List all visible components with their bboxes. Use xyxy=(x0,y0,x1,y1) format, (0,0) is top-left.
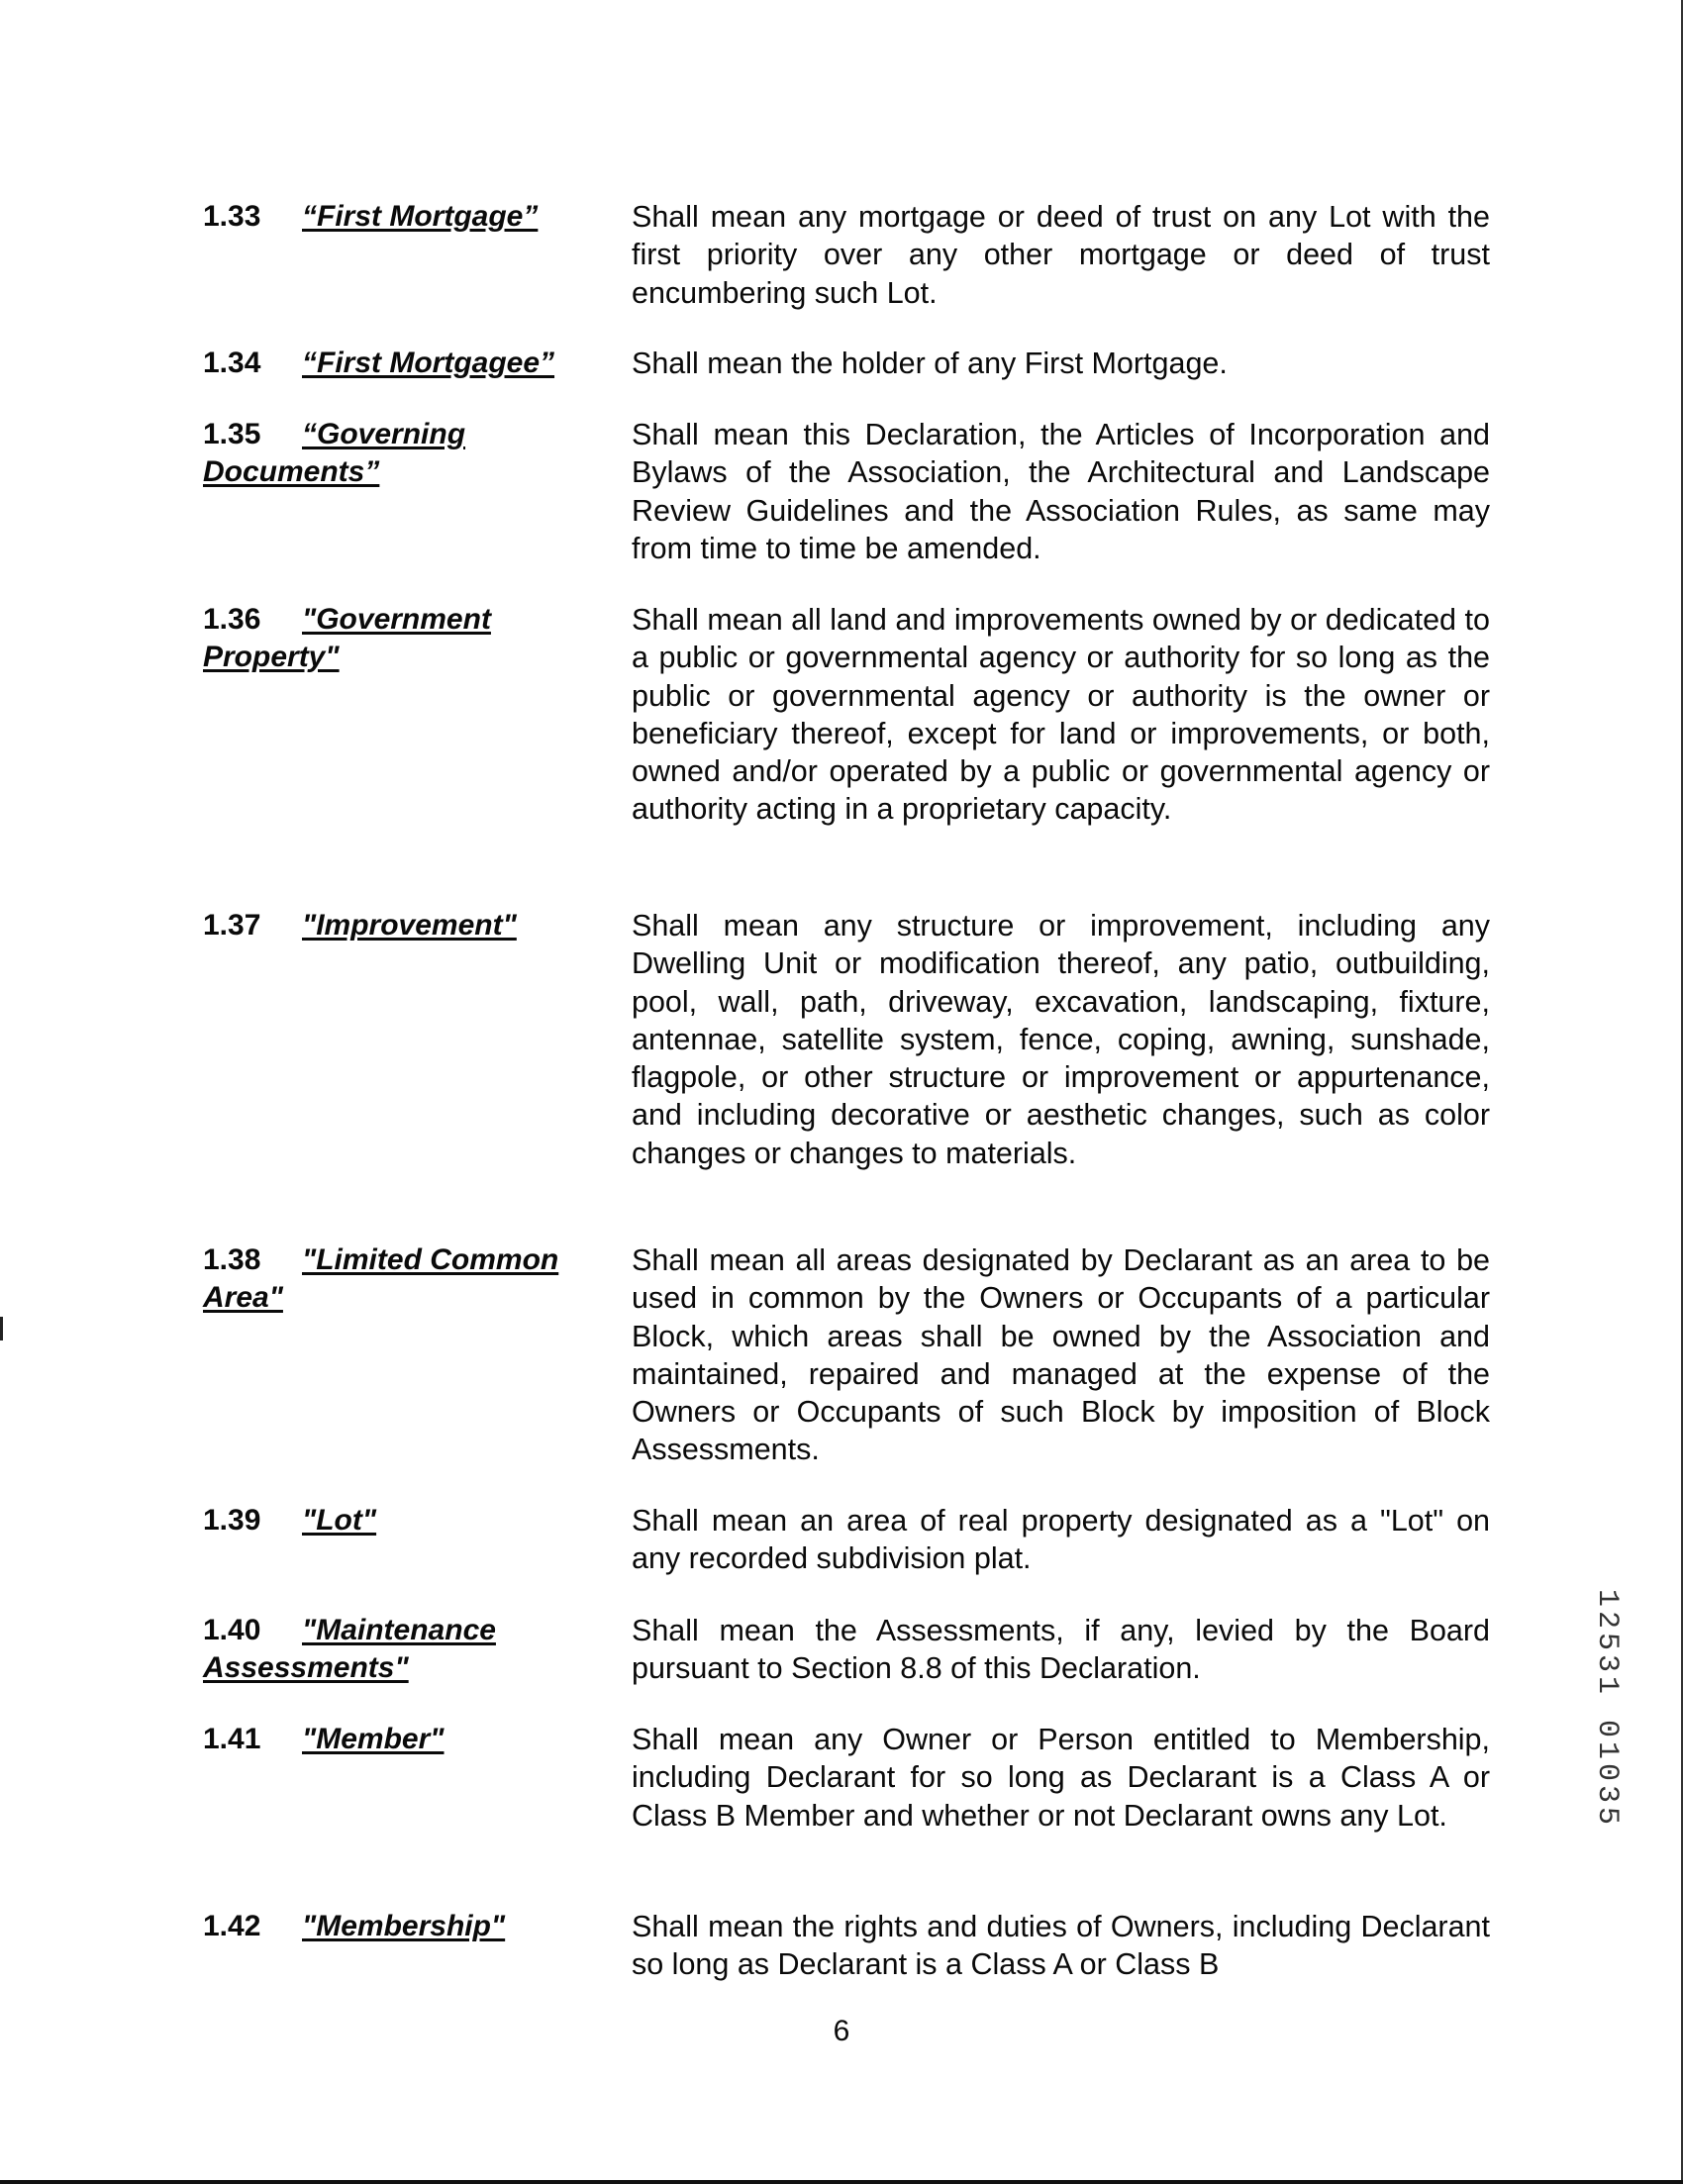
definition-text: Shall mean an area of real property designated as a "Lot" on any recorded subdivision plat. xyxy=(632,1504,1490,1576)
term-label: "Membership" xyxy=(302,1910,506,1942)
definition-entry xyxy=(203,1908,1490,1984)
section-number: 1.41 xyxy=(203,1723,261,1755)
definition-term xyxy=(203,1241,619,1317)
term-label: "Government Property" xyxy=(203,603,491,673)
definition-term xyxy=(203,416,500,491)
definition-term xyxy=(203,1721,632,1758)
section-number: 1.33 xyxy=(203,200,261,233)
term-label: “First Mortgage” xyxy=(302,200,539,233)
definition-term xyxy=(203,345,632,382)
term-label: "Member" xyxy=(302,1723,445,1755)
scan-border xyxy=(0,2180,1683,2184)
term-label: "Maintenance Assessments" xyxy=(203,1614,496,1684)
section-number: 1.39 xyxy=(203,1504,261,1537)
definition-entry xyxy=(203,601,1490,829)
definition-text: Shall mean any structure or improvement, including any Dwelling Unit or modification thereof, any patio, outbuilding, pool, wall, path, driveway, excavation, landscaping, fixture, antennae, satellite system, fence, coping, awning, sunshade, flagpole, or other structure or improvement or appurtenance, and including decorative or aesthetic changes, such as color changes or changes to materials. xyxy=(632,909,1490,1170)
definition-term xyxy=(203,601,530,676)
section-number: 1.35 xyxy=(203,418,261,450)
definitions-list xyxy=(203,198,1490,1982)
definition-entry xyxy=(203,1721,1490,1835)
definition-entry xyxy=(203,416,1490,567)
section-number: 1.36 xyxy=(203,603,261,636)
section-number: 1.37 xyxy=(203,909,261,942)
definition-term xyxy=(203,198,632,236)
section-number: 1.40 xyxy=(203,1614,261,1646)
definition-entry xyxy=(203,345,1490,382)
definition-term xyxy=(203,1612,530,1687)
definition-text: Shall mean all land and improvements owned by or dedicated to a public or governmental agency or authority for so long as the public or governmental agency or authority is the owner or beneficiary thereof, except for land or improvements, or both, owned and/or operated by a public or governmental agency or authority acting in a proprietary capacity. xyxy=(632,603,1490,827)
scan-artifact xyxy=(0,1317,3,1340)
term-label: "Improvement" xyxy=(302,909,517,942)
definition-term xyxy=(203,1502,632,1539)
definition-text: Shall mean any Owner or Person entitled to Membership, including Declarant for so long as Declarant is a Class A or Class B Member and whether or not Declarant owns any Lot. xyxy=(632,1723,1490,1833)
definition-text: Shall mean the rights and duties of Owners, including Declarant so long as Declarant is a Class A or Class B xyxy=(632,1910,1490,1982)
definition-text: Shall mean the holder of any First Mortgage. xyxy=(632,347,1228,380)
term-label: “Governing Documents” xyxy=(203,418,466,488)
page-number: 6 xyxy=(833,2015,850,2047)
term-label: "Limited Common Area" xyxy=(203,1243,559,1314)
definition-term xyxy=(203,1908,632,1945)
term-label: "Lot" xyxy=(302,1504,377,1537)
definition-entry xyxy=(203,907,1490,1172)
recording-stamp: 12531 01035 xyxy=(1590,1589,1624,1830)
section-number: 1.38 xyxy=(203,1243,261,1276)
definition-text: Shall mean this Declaration, the Articles of Incorporation and Bylaws of the Association, the Architectural and Landscape Review Guidelines and the Association Rules, as same may from time to time be amended. xyxy=(632,418,1490,565)
definition-entry xyxy=(203,1612,1490,1688)
definition-term xyxy=(203,907,632,944)
term-label: “First Mortgagee” xyxy=(302,347,555,379)
section-number: 1.42 xyxy=(203,1910,261,1942)
definition-entry xyxy=(203,198,1490,312)
definition-entry xyxy=(203,1502,1490,1578)
definition-text: Shall mean any mortgage or deed of trust on any Lot with the first priority over any other mortgage or deed of trust encumbering such Lot. xyxy=(632,200,1490,310)
definition-text: Shall mean all areas designated by Declarant as an area to be used in common by the Owners or Occupants of a particular Block, which areas shall be owned by the Association and maintained, repaired and managed at the expense of the Owners or Occupants of such Block by imposition of Block Assessments. xyxy=(632,1243,1490,1467)
definition-entry xyxy=(203,1241,1490,1469)
section-number: 1.34 xyxy=(203,347,261,379)
definition-text: Shall mean the Assessments, if any, levied by the Board pursuant to Section 8.8 of this Declaration. xyxy=(632,1614,1490,1686)
